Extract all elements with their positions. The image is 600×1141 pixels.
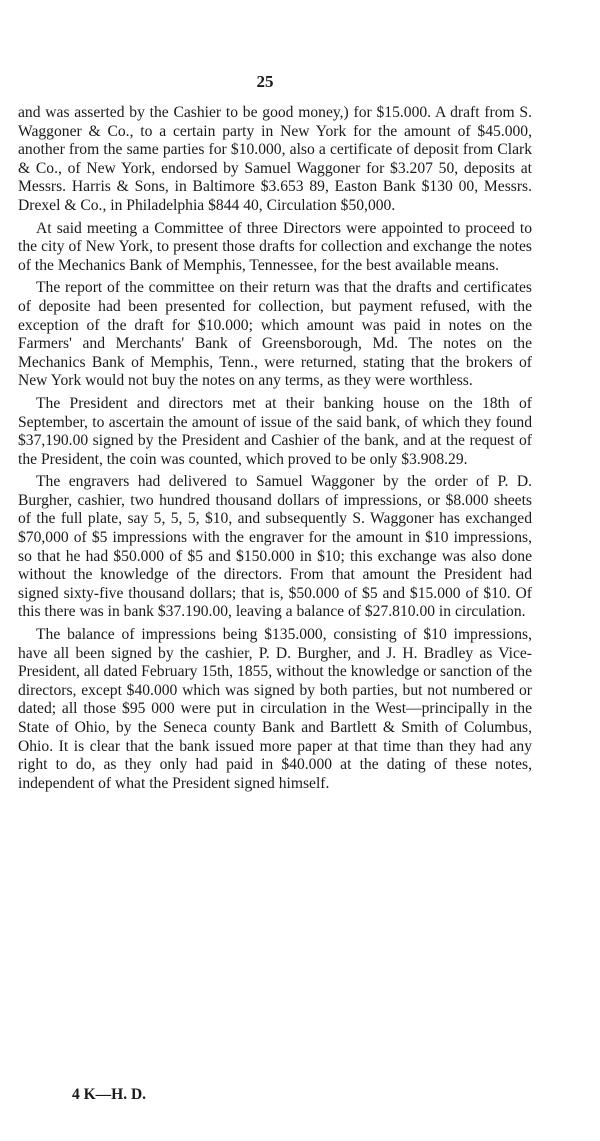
page-number: 25 [256,72,274,91]
signature-mark: 4 K—H. D. [72,1086,147,1103]
paragraph-directors-meeting: The President and directors met at their banking house on the 18th of September, to ascertain the amount of issue of the said bank, of which they found $37,190.00 signed by the President and Cashier of the bank, and at the request of the President, the coin was counted, which proved to be only $3.908.29. [18,394,532,468]
paragraph-engravers: The engravers had delivered to Samuel Waggoner by the order of P. D. Burgher, cashier, two hundred thousand dollars of impressions, or $8.000 sheets of the full plate, say 5, 5, 5, $10, and subsequently S. Waggoner has exchanged $70,000 of $5 impressions with the engraver for the amount in $10 impressions, so that he had $50.000 of $5 and $150.000 in $10; this exchange was also done without the knowledge of the directors. From that amount the President had signed sixty-five thousand dollars; that is, $50.000 of $5 and $15.000 of $10. Of this there was in bank $37.190.00, leaving a balance of $27.810.00 in circulation. [18,473,532,621]
paragraph-report: The report of the committee on their return was that the drafts and certificates of deposite had been presented for collection, but payment refused, with the exception of the draft for $10.000; which amount was paid in notes on the Farmers' and Merchants' Bank of Greensborough, Md. The notes on the Mechanics Bank of Memphis, Tenn., were returned, stating that the brokers of New York would not buy the notes on any terms, as they were worthless. [18,279,532,390]
body-text [18,104,532,797]
paragraph-committee: At said meeting a Committee of three Directors were appointed to proceed to the city of New York, to present those drafts for collection and exchange the notes of the Mechanics Bank of Memphis, Tennessee, for the best available means. [18,219,532,274]
paragraph-continuation: and was asserted by the Cashier to be good money,) for $15.000. A draft from S. Waggoner & Co., to a certain party in New York for the amount of $45.000, another from the same parties for $10.000, also a certificate of deposit from Clark & Co., of New York, endorsed by Samuel Waggoner for $3.207 50, deposits at Messrs. Harris & Sons, in Baltimore $3.653 89, Easton Bank $130 00, Messrs. Drexel & Co., in Philadelphia $844 40, Circulation $50,000. [18,104,532,214]
paragraph-balance: The balance of impressions being $135.000, consisting of $10 impressions, have all been signed by the cashier, P. D. Burgher, and J. H. Bradley as Vice-President, all dated February 15th, 1855, without the knowledge or sanction of the directors, except $40.000 which was signed by both parties, but not numbered or dated; all those $95 000 were put in circulation in the West—principally in the State of Ohio, by the Seneca county Bank and Bartlett & Smith of Columbus, Ohio. It is clear that the bank issued more paper at that time than they had any right to do, as they only had paid in $40.000 at the dating of these notes, independent of what the President signed himself. [18,626,532,792]
